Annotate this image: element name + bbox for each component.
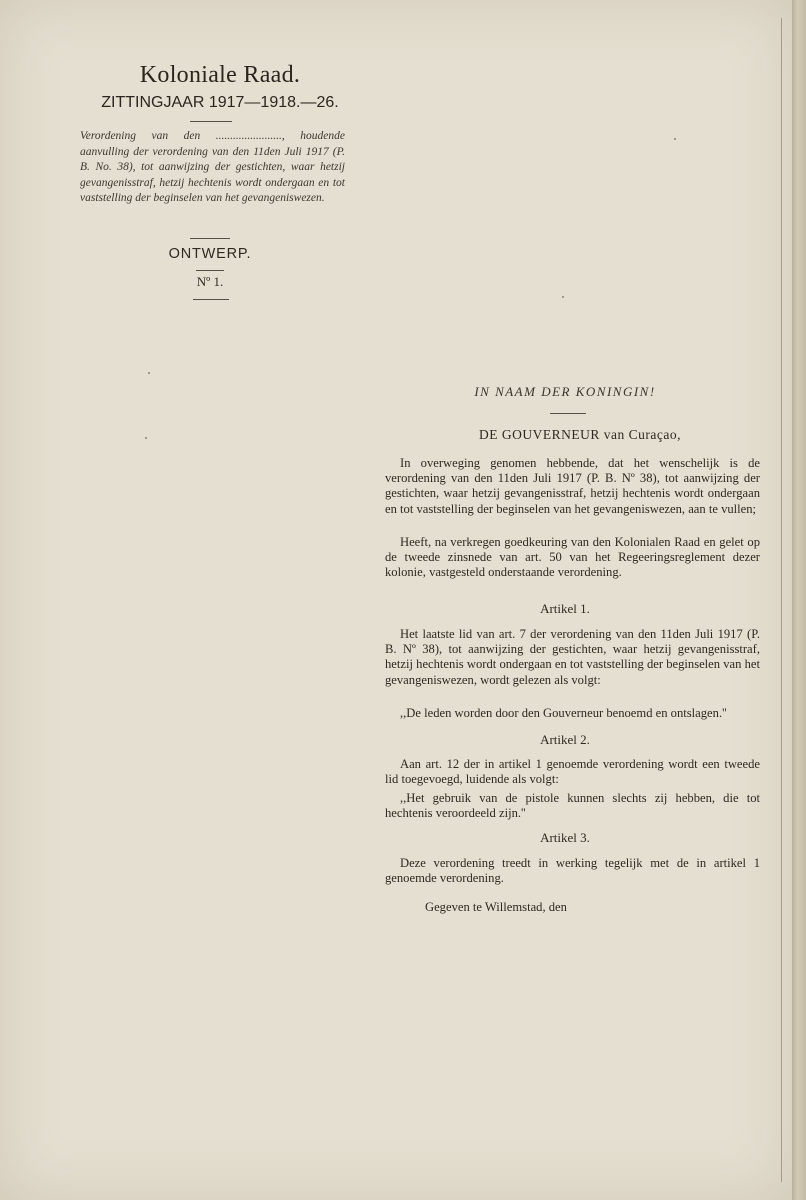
draft-label: ONTWERP. [168,246,252,262]
council-title: Koloniale Raad. [139,62,301,88]
summary-divider [190,238,230,239]
article-2-quote: ,,Het gebruik van de pistole kunnen slechts zij hebben, die tot hechtenis veroordeeld zijn.'' [385,791,760,821]
paper-speck [145,437,147,439]
article-1-quote: ,,De leden worden door den Gouverneur benoemd en ontslagen.'' [400,706,727,720]
page-border-line [781,18,782,1182]
closing-line: Gegeven te Willemstad, den [425,900,567,914]
ordinance-summary: Verordening van den ......................., houdende aanvulling der verordening van den 11den Juli 1917 (P. B. No. 38), tot aanwijzing der gestichten, waar hetzij gevangenisstraf, hetzij hechtenis wordt ondergaan en tot vaststelling der beginselen van het gevangeniswezen. [80,130,345,204]
article-3-heading: Artikel 3. [540,830,590,845]
approval-paragraph: Heeft, na verkregen goedkeuring van den Kolonialen Raad en gelet op de tweede zinsnede van art. 50 van het Regeeringsreglement dezer kolonie, vastgesteld onderstaande verordening. [385,535,760,580]
number-divider [193,299,229,300]
page-edge [792,0,806,1200]
draft-divider [196,270,224,271]
preamble-divider [550,413,586,414]
paper-speck [562,296,564,298]
governor-heading: DE GOUVERNEUR van Curaçao, [479,427,681,442]
draft-number: Nº 1. [196,274,224,289]
article-1-text: Het laatste lid van art. 7 der verordening van den 11den Juli 1917 (P. B. Nº 38), tot aanwijzing der gestichten, waar hetzij gevangenisstraf, hetzij hechtenis wordt ondergaan en tot vaststelling der beginselen van het gevangeniswezen, wordt gelezen als volgt: [385,627,760,687]
article-2-text: Aan art. 12 der in artikel 1 genoemde verordening wordt een tweede lid toegevoegd, luidende als volgt: [385,757,760,787]
article-2-heading: Artikel 2. [540,732,590,747]
preamble-heading: IN NAAM DER KONINGIN! [474,384,656,399]
article-3-text: Deze verordening treedt in werking tegelijk met de in artikel 1 genoemde verordening. [385,856,760,886]
session-year: ZITTINGJAAR 1917—1918.—26. [101,94,339,111]
article-1-heading: Artikel 1. [540,601,590,616]
paper-speck [674,138,676,140]
paper-speck [148,372,150,374]
considerations-paragraph: In overweging genomen hebbende, dat het wenschelijk is de verordening van den 11den Juli 1917 (P. B. Nº 38), tot aanwijzing der gestichten, waar hetzij gevangenisstraf, hetzij hechtenis wordt ondergaan en tot vaststelling der beginselen van het gevangeniswezen, aan te vullen; [385,456,760,516]
header-divider [190,121,232,122]
